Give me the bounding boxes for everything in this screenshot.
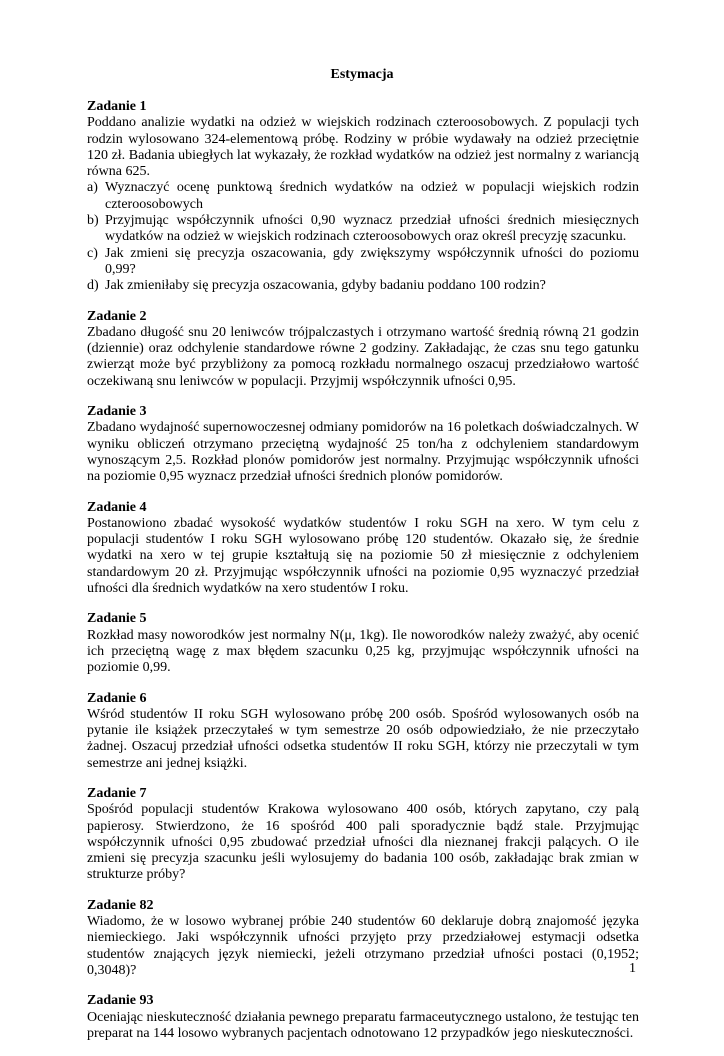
page-number: 1	[629, 961, 636, 976]
task-5	[87, 611, 639, 676]
task-text: Zbadano długość snu 20 leniwców trójpalczastych i otrzymano wartość średnią równą 21 godzin (dziennie) oraz odchylenie standardowe równe 2 godziny. Zakładając, że czas snu tego gatunku zwierząt może być przybliżony za pomocą rozkładu normalnego oszacuj przedziałowo wartość oczekiwaną snu leniwców w populacji. Przyjmij współczynnik ufności 0,95.	[87, 324, 639, 389]
list-marker: b)	[87, 213, 99, 229]
task-6	[87, 691, 639, 772]
task-82	[87, 898, 639, 979]
task-text: Oceniając nieskuteczność działania pewnego preparatu farmaceutycznego ustalono, że testując ten preparat na 144 losowo wybranych pacjentach odnotowano 12 przypadków jego nieskuteczności.	[87, 1009, 639, 1041]
list-marker: d)	[87, 278, 99, 294]
task-subquestions	[87, 180, 639, 294]
task-93	[87, 993, 639, 1042]
task-text: Wśród studentów II roku SGH wylosowano próbę 200 osób. Spośród wylosowanych osób na pytanie ile książek przeczytałeś w tym semestrze 20 osób odpowiedziało, że nie przeczytało żadnej. Oszacuj przedział ufności odsetka studentów II roku SGH, którzy nie przeczytali w tym semestrze ani jednej książki.	[87, 706, 639, 771]
task-heading: Zadanie 3	[87, 404, 147, 420]
page-title: Estymacja	[330, 67, 394, 82]
subquestion-item	[87, 246, 639, 279]
task-heading: Zadanie 82	[87, 897, 154, 913]
list-marker: c)	[87, 245, 98, 261]
task-heading: Zadanie 2	[87, 308, 147, 324]
subquestion-item	[87, 213, 639, 246]
subquestion-text: Wyznaczyć ocenę punktową średnich wydatków na odzież w populacji wiejskich rodzin czteroosobowych	[105, 180, 639, 212]
task-text: Zbadano wydajność supernowoczesnej odmiany pomidorów na 16 poletkach doświadczalnych. W wyniku obliczeń otrzymano przeciętną wydajność 25 ton/ha z odchyleniem standardowym wynoszącym 2,5. Rozkład plonów pomidorów jest normalny. Przyjmując współczynnik ufności na poziomie 0,95 wyznacz przedział ufności średnich plonów pomidorów.	[87, 420, 639, 485]
task-3	[87, 404, 639, 485]
task-2	[87, 309, 639, 390]
task-heading: Zadanie 7	[87, 785, 147, 801]
subquestion-text: Jak zmieni się precyzja oszacowania, gdy zwiększymy współczynnik ufności do poziomu 0,99?	[105, 245, 639, 277]
task-text: Rozkład masy noworodków jest normalny N(μ, 1kg). Ile noworodków należy zważyć, aby ocenić ich przeciętną wagę z max błędem szacunku 0,25 kg, przyjmując współczynnik ufności na poziomie 0,99.	[87, 627, 639, 676]
task-text: Poddano analizie wydatki na odzież w wiejskich rodzinach czteroosobowych. Z populacji tych rodzin wylosowano 324-elementową próbę. Rodziny w próbie wydawały na odzież przeciętnie 120 zł. Badania ubiegłych lat wykazały, że rozkład wydatków na odzież jest normalny z wariancją równa 625.	[87, 115, 639, 180]
task-heading: Zadanie 6	[87, 690, 147, 706]
list-marker: a)	[87, 180, 98, 196]
subquestion-text: Jak zmieniłaby się precyzja oszacowania, gdyby badaniu poddano 100 rodzin?	[105, 278, 546, 294]
subquestion-item	[87, 180, 639, 213]
task-7	[87, 786, 639, 884]
task-4	[87, 500, 639, 598]
task-heading: Zadanie 5	[87, 611, 147, 627]
task-text: Postanowiono zbadać wysokość wydatków studentów I roku SGH na xero. W tym celu z populacji studentów I roku SGH wylosowano próbę 120 studentów. Okazało się, że średnie wydatki na xero w tej grupie kształtują się na poziomie 50 zł miesięcznie z odchyleniem standardowym 20 zł. Przyjmując współczynnik ufności na poziomie 0,95 wyznaczyć przedział ufności dla średnich wydatków na xero studentów I roku.	[87, 515, 639, 597]
task-1	[87, 99, 639, 295]
subquestion-item	[87, 278, 639, 294]
task-text: Wiadomo, że w losowo wybranej próbie 240 studentów 60 deklaruje dobrą znajomość języka niemieckiego. Jaki współczynnik ufności przyjęto przy przedziałowej estymacji odsetka studentów znających język niemiecki, jeżeli otrzymano przedział ufności postaci (0,1952; 0,3048)?	[87, 914, 639, 978]
task-text: Spośród populacji studentów Krakowa wylosowano 400 osób, których zapytano, czy palą papierosy. Stwierdzono, że 16 spośród 400 pali sporadycznie bądź stale. Przyjmując współczynnik ufności 0,95 zbudować przedział ufności dla nieznanej frakcji palących. O ile zmieni się precyzja szacunku jeśli wylosujemy do badania 100 osób, zakładając brak zmian w strukturze próby?	[87, 802, 639, 883]
task-heading: Zadanie 93	[87, 993, 154, 1009]
document-body	[87, 99, 639, 1056]
subquestion-text: Przyjmując współczynnik ufności 0,90 wyznacz przedział ufności średnich miesięcznych wydatków na odzież w wiejskich rodzinach czteroosobowych oraz określ precyzję szacunku.	[105, 213, 639, 245]
task-heading: Zadanie 4	[87, 499, 147, 515]
task-heading: Zadanie 1	[87, 99, 147, 114]
